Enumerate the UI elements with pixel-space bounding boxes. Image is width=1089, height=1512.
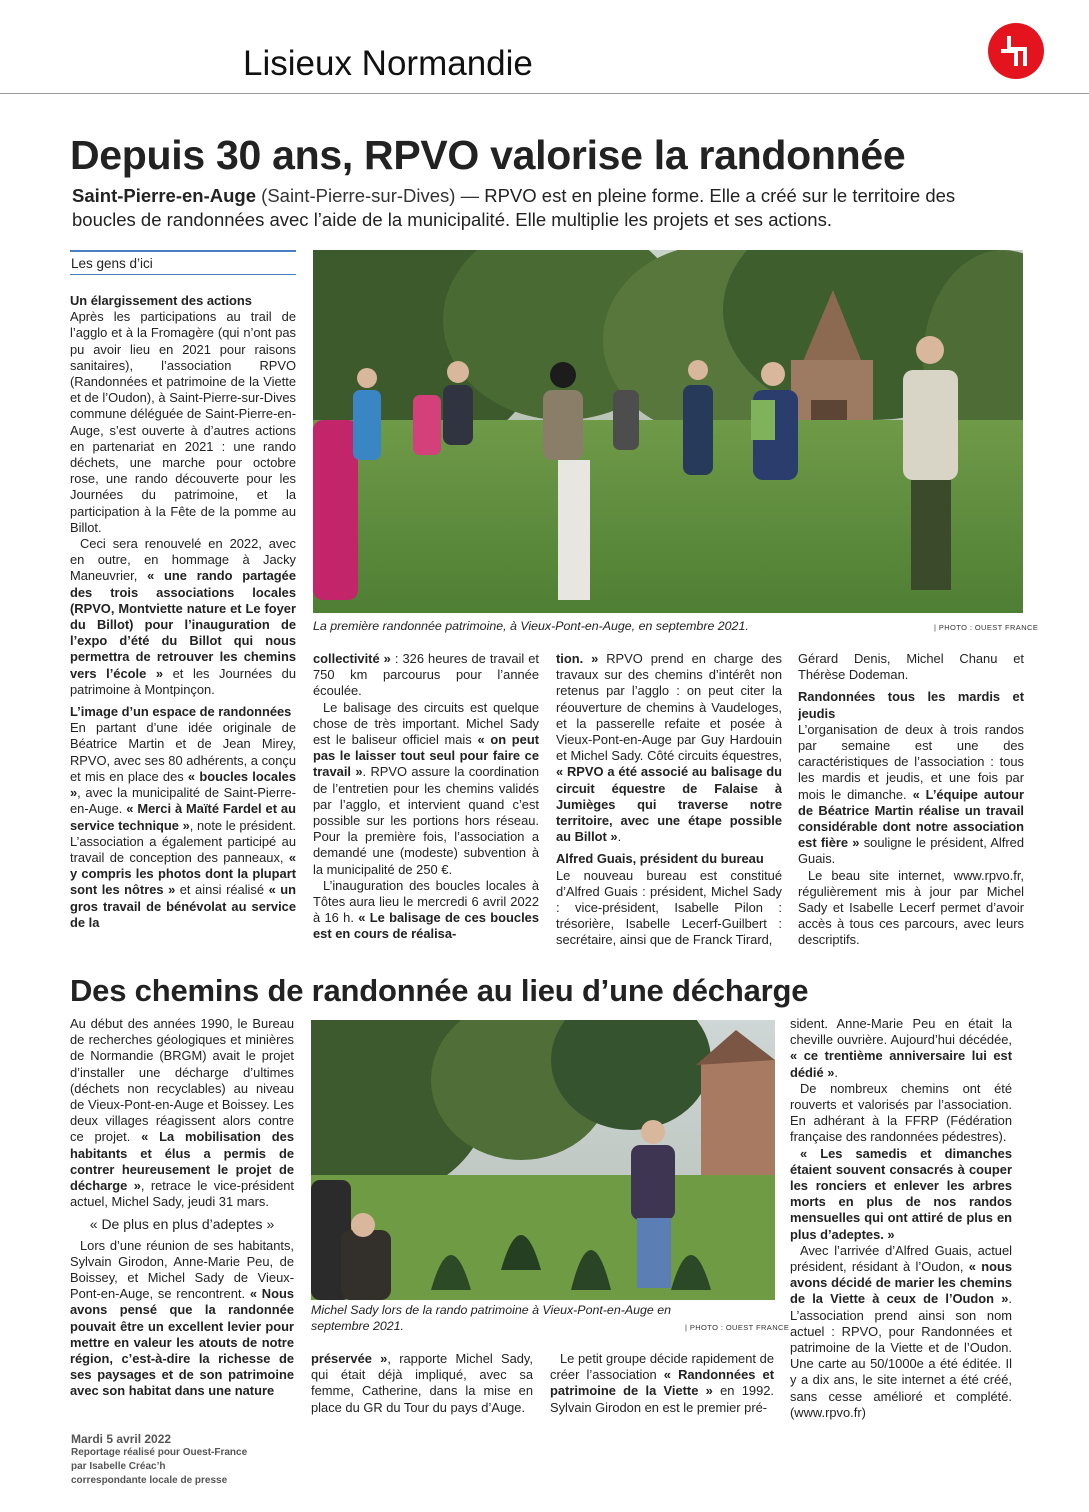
publication-date: Mardi 5 avril 2022	[71, 1432, 172, 1446]
subheading: Alfred Guais, président du bureau	[556, 851, 764, 867]
photo-credit-2: | PHOTO : OUEST FRANCE	[685, 1323, 790, 1332]
footer-line: correspondante locale de presse	[71, 1475, 228, 1486]
newspaper-logo-icon	[987, 22, 1045, 80]
paragraph: L’inauguration des boucles locales à Tôtes aura lieu le mercredi 6 avril 2022 à 16 h. « Le balisage de ces boucles est en cours de réalisa-	[313, 877, 539, 942]
paragraph: Avec l’arrivée d’Alfred Guais, actuel président, résidant à l’Oudon, « nous avons décidé de marier les chemins de la Viette à ceux de l’Oudon ». L’association prend ainsi son nom actuel : RPVO, pour Randonnées et patrimoine de la Viette et de l’Oudon. Une carte au 50/1000e a été éditée. Il y a dix ans, le site internet a été créé, sans cesse amélioré et complété. (www.rpvo.fr)	[790, 1242, 1012, 1420]
paragraph: « Les samedis et dimanches étaient souvent consacrés à couper les ronciers et enlever les arbres morts en plus de nos randos mensuelles qui ont attiré de plus en plus d’adeptes. »	[790, 1145, 1012, 1242]
photo-caption: La première randonnée patrimoine, à Vieux-Pont-en-Auge, en septembre 2021.	[313, 619, 749, 633]
article2-title: Des chemins de randonnée au lieu d’une décharge	[70, 973, 809, 1008]
section-rubric: Les gens d’ici	[70, 250, 296, 275]
guide-speaking-photo	[311, 1020, 775, 1300]
lead-place-detail: (Saint-Pierre-sur-Dives) —	[256, 185, 485, 206]
subheading: L’image d’un espace de randonnées	[70, 704, 292, 720]
paragraph: tion. » RPVO prend en charge des travaux sur des chemins d’intérêt non retenus par l’agglo : on peut citer la réouverture de chemins à Vaudeloges, et la passerelle refaite et posée à Vieux-Pont-en-Auge par Guy Hardouin et Michel Sady. Côté circuits équestres, « RPVO a été associé au balisage du circuit équestre de Falaise à Jumièges qui traverse notre territoire, avec une étape possible au Billot ».	[556, 651, 782, 845]
subheading: Randonnées tous les mardis et jeudis	[798, 689, 1024, 721]
intertitle: « De plus en plus d’adeptes »	[89, 1216, 275, 1233]
photo-credit: | PHOTO : OUEST FRANCE	[934, 623, 1039, 632]
paragraph: Gérard Denis, Michel Chanu et Thérèse Dodeman.	[798, 651, 1024, 683]
paragraph: Après les participations au trail de l’agglo et à la Fromagère (qui n’ont pas pu avoir lieu en 2021 pour raisons sanitaires), l’association RPVO (Randonnées et patrimoine de la Viette et de l’Oudon), à Saint-Pierre-sur-Dives commune déléguée de Saint-Pierre-en-Auge, s’est ouverte à d’autres actions en partenariat en 2021 : une rando déchets, une marche pour octobre rose, une rando découverte pour les Journées du patrimoine, et la participation à la Fête de la pomme au Billot.	[70, 309, 296, 535]
subheading: Un élargissement des actions	[70, 293, 252, 308]
article-title: Depuis 30 ans, RPVO valorise la randonnée	[70, 132, 906, 178]
header-divider	[0, 93, 1089, 94]
article1-column-1	[70, 293, 296, 956]
paragraph: L’organisation de deux à trois randos par semaine est une des caractéristiques de l’association : tous les mardis et jeudis, et une fois par mois le dimanche. « L’équipe autour de Béatrice Martin réalise un travail considérable dont notre association est fière » souligne le président, Alfred Guais.	[798, 721, 1024, 867]
article-lead	[72, 184, 992, 232]
footer-credits	[71, 1432, 247, 1488]
article2-column-4	[790, 1016, 1012, 1421]
paragraph: Le beau site internet, www.rpvo.fr, régulièrement mis à jour par Michel Sady et Isabelle Lecerf permet d’avoir accès à tous ces parcours, avec leurs descriptifs.	[798, 867, 1024, 948]
paragraph: Le petit groupe décide rapidement de créer l’association « Randonnées et patrimoine de la Viette » en 1992. Sylvain Girodon en est le premier pré-	[550, 1351, 774, 1415]
paragraph: Le nouveau bureau est constitué d’Alfred Guais : président, Michel Sady : vice-président, Isabelle Pilon : trésorière, Isabelle Lecerf-Guilbert : secrétaire, ainsi que de Franck Tirard,	[556, 867, 782, 948]
paragraph: sident. Anne-Marie Peu en était la cheville ouvrière. Aujourd’hui décédée, « ce trentième anniversaire lui est dédié ».	[790, 1016, 1012, 1080]
paragraph: De nombreux chemins ont été rouverts et valorisés par l’association. En adhérant à la FFRP (Fédération française des randonnées pédestres).	[790, 1080, 1012, 1145]
paragraph: Lors d’une réunion de ses habitants, Sylvain Girodon, Anne-Marie Peu, de Boissey, et Michel Sady de Vieux-Pont-en-Auge, se rencontrent. « Nous avons pensé que la randonnée pouvait être un excellent levier pour mettre en valeur les atouts de notre région, c’est-à-dire la richesse de ses paysages et de son patrimoine avec son habitat dans une nature	[70, 1237, 294, 1399]
photo-caption-2: Michel Sady lors de la rando patrimoine à Vieux-Pont-en-Auge en septembre 2021.	[311, 1303, 671, 1333]
footer-line: Reportage réalisé pour Ouest-France	[71, 1447, 248, 1458]
article1-column-4	[798, 651, 1024, 956]
lead-text: RPVO est en pleine forme. Elle a créé sur le territoire des boucles de randonnées avec l’aide de la municipalité. Elle multiplie les projets et ses actions.	[72, 185, 956, 230]
article1-column-3	[556, 651, 782, 956]
edition-name: Lisieux Normandie	[243, 44, 533, 83]
paragraph: Le balisage des circuits est quelque chose de très important. Michel Sady est le baliseur officiel mais « on peut pas le laisser tout seul pour faire ce travail ». RPVO assure la coordination de l’entretien pour les chemins validés par l’agglo, et intervient quand c’est possible sur les portions hors réseau. Pour la première fois, l’association a demandé une (modeste) subvention à la municipalité de 250 €.	[313, 699, 539, 877]
paragraph: Ceci sera renouvelé en 2022, avec en outre, en hommage à Jacky Maneuvrier, « une rando partagée des trois associations locales (RPVO, Montviette nature et Le foyer du Billot) pour l’inauguration de l’expo d’été du Billot qui nous permettra de retrouver les chemins vers l’école » et les Journées du patrimoine à Montpinçon.	[70, 536, 296, 697]
article1-column-2	[313, 651, 539, 956]
footer-line: par Isabelle Créac’h	[71, 1461, 166, 1472]
paragraph: préservée », rapporte Michel Sady, qui était déjà impliqué, avec sa femme, Catherine, dans la mise en place du GR du Tour du pays d’Auge.	[311, 1351, 533, 1415]
article2-column-3	[550, 1351, 774, 1421]
paragraph: collectivité » : 326 heures de travail et 750 km parcourus pour l’année écoulée.	[313, 651, 539, 699]
paragraph: En partant d’une idée originale de Béatrice Martin et de Jean Mirey, RPVO, avec ses 80 adhérents, a conçu et mis en place des « boucles locales », avec la municipalité de Saint-Pierre-en-Auge. « Merci à Maïté Fardel et au service technique », note le président. L’association a également participé au travail de conception des panneaux, « y compris les photos dont la plupart sont les nôtres » et ainsi réalisé « un gros travail de bénévolat au service de la	[70, 720, 296, 930]
paragraph: Au début des années 1990, le Bureau de recherches géologiques et minières de Normandie (BRGM) avait le projet d’installer une décharge d’ultimes (déchets non recyclables) au niveau de Vieux-Pont-en-Auge et Boissey. Les deux villages réagissent alors contre ce projet. « La mobilisation des habitants et élus a permis de contrer heureusement le projet de décharge », retrace le vice-président actuel, Michel Sady, jeudi 31 mars.	[70, 1016, 294, 1210]
article2-column-2	[311, 1351, 533, 1421]
lead-place: Saint-Pierre-en-Auge	[72, 185, 257, 206]
hike-group-photo	[313, 250, 1023, 613]
article2-column-1	[70, 1016, 294, 1416]
